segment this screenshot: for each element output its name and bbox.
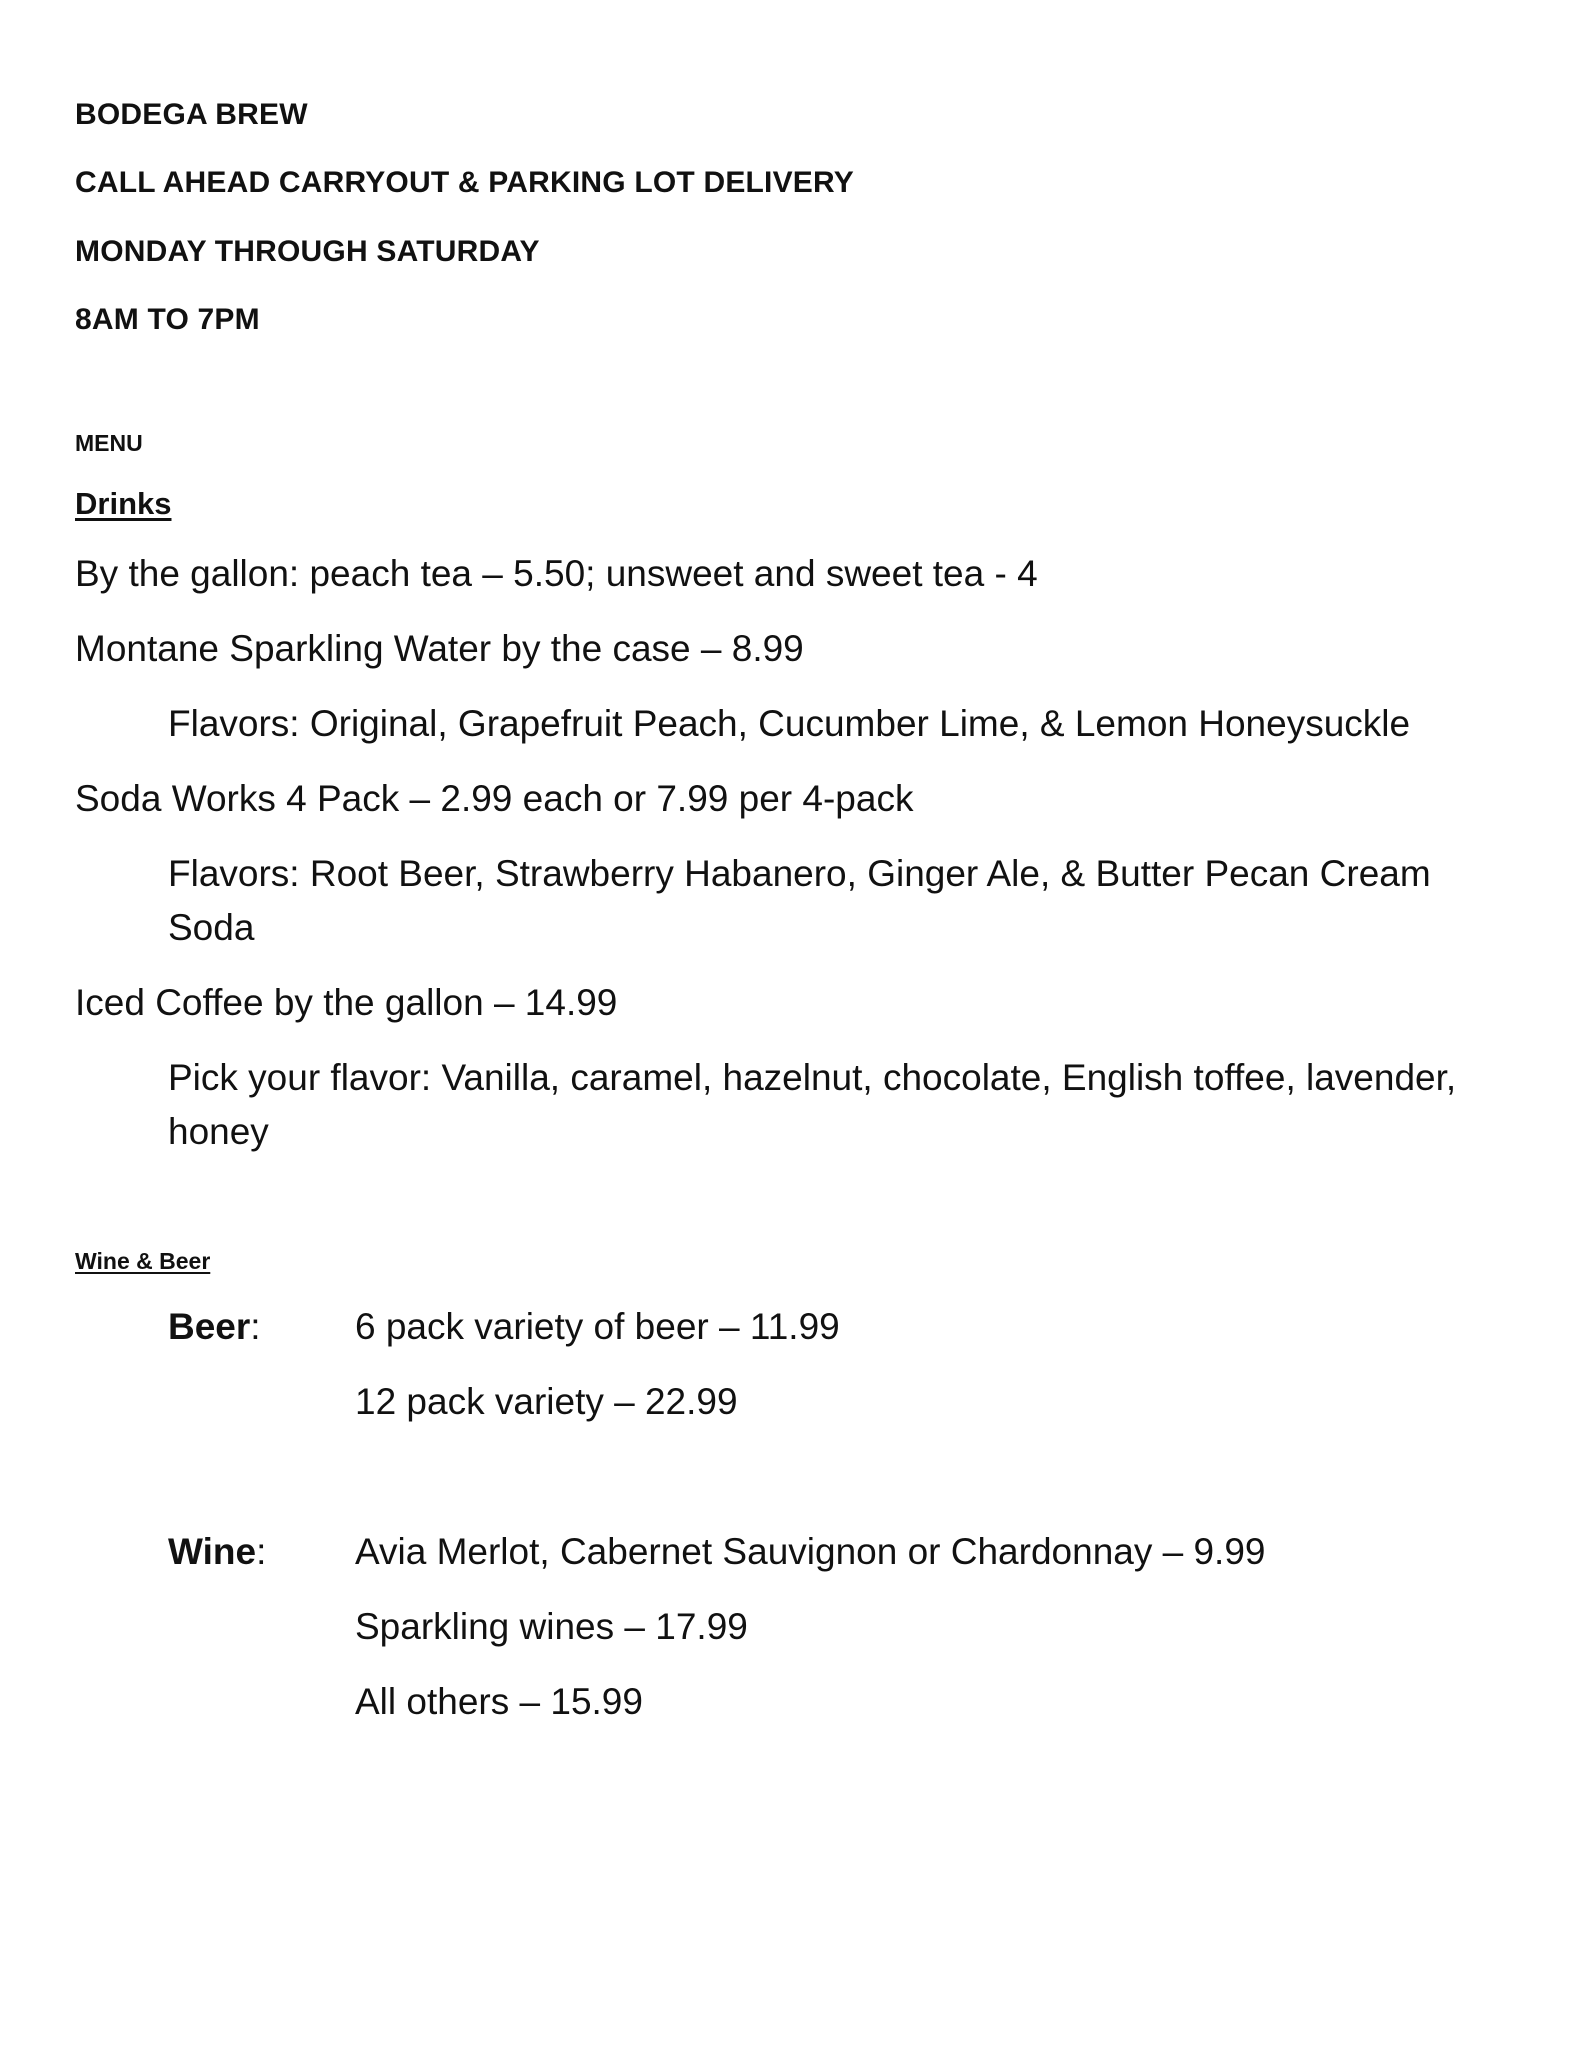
beer-item-12-pack: 12 pack variety – 22.99	[355, 1381, 738, 1422]
beer-label-text: Beer	[168, 1306, 251, 1347]
business-name: BODEGA BREW	[75, 98, 308, 131]
service-line: CALL AHEAD CARRYOUT & PARKING LOT DELIVERY	[75, 166, 854, 199]
days-line: MONDAY THROUGH SATURDAY	[75, 235, 540, 268]
drinks-item-tea: By the gallon: peach tea – 5.50; unsweet and sweet tea - 4	[75, 553, 1038, 594]
drinks-soda-flavors: Flavors: Root Beer, Strawberry Habanero, Ginger Ale, & Butter Pecan Cream	[168, 853, 1431, 894]
beer-item-6-pack: 6 pack variety of beer – 11.99	[355, 1306, 840, 1347]
wine-label-colon: :	[256, 1531, 267, 1572]
beer-label-colon: :	[250, 1306, 261, 1347]
drinks-soda-flavors-cont: Soda	[168, 907, 255, 948]
wine-item-sparkling: Sparkling wines – 17.99	[355, 1606, 748, 1647]
drinks-item-soda-works: Soda Works 4 Pack – 2.99 each or 7.99 per 4-pack	[75, 778, 914, 819]
wine-item-all-others: All others – 15.99	[355, 1681, 643, 1722]
wine-item-avia: Avia Merlot, Cabernet Sauvignon or Chardonnay – 9.99	[355, 1531, 1266, 1572]
drinks-heading: Drinks	[75, 486, 172, 521]
drinks-coffee-flavors: Pick your flavor: Vanilla, caramel, hazelnut, chocolate, English toffee, lavender,	[168, 1057, 1457, 1098]
hours-line: 8AM TO 7PM	[75, 303, 260, 336]
wine-label	[168, 1531, 266, 1573]
wine-beer-heading: Wine & Beer	[75, 1248, 211, 1274]
menu-label: MENU	[75, 430, 143, 456]
beer-label	[168, 1306, 261, 1348]
drinks-item-iced-coffee: Iced Coffee by the gallon – 14.99	[75, 982, 618, 1023]
drinks-coffee-flavors-cont: honey	[168, 1111, 269, 1152]
drinks-item-sparkling-water: Montane Sparkling Water by the case – 8.99	[75, 628, 804, 669]
wine-label-text: Wine	[168, 1531, 257, 1572]
drinks-sparkling-flavors: Flavors: Original, Grapefruit Peach, Cucumber Lime, & Lemon Honeysuckle	[168, 703, 1411, 744]
